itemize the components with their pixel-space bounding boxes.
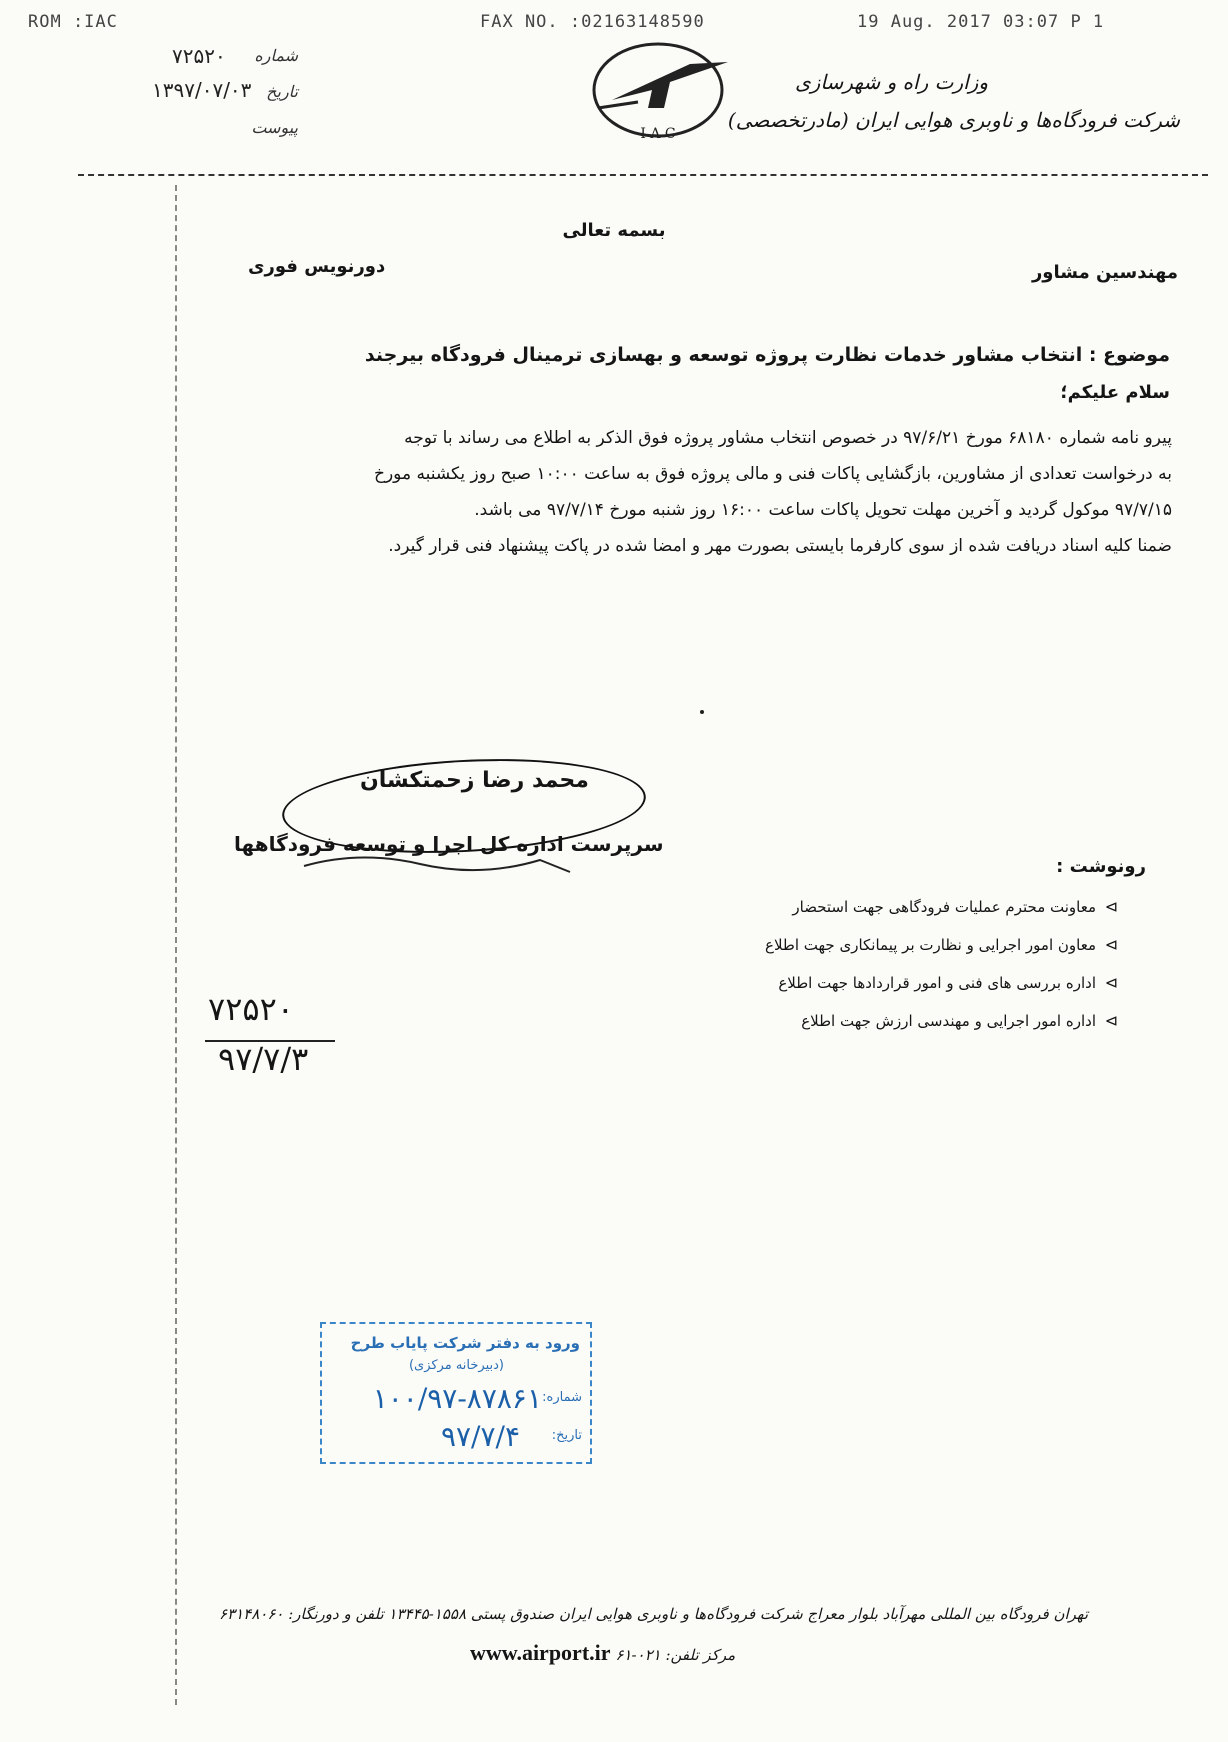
fold-line — [175, 185, 177, 1705]
handwritten-number: ۷۲۵۲۰ — [208, 990, 294, 1028]
footer-address: تهران فرودگاه بین المللی مهرآباد بلوار معراج شرکت فرودگاه‌ها و ناوبری هوایی ایران صندوق پستی ۱۵۵۸-۱۳۴۴۵ تلفن و دورنگار: ۶۳۱۴۸۰۶۰ — [219, 1605, 1088, 1623]
cc-bullet-icon: ⊳ — [1104, 973, 1118, 992]
stamp-number-label: شماره: — [542, 1390, 582, 1405]
cc-item — [765, 966, 1118, 1004]
letter-number: ۷۲۵۲۰ — [172, 44, 226, 68]
letter-number-label: شماره — [254, 46, 298, 65]
cc-item — [765, 1004, 1118, 1042]
letter-date-label: تاریخ — [266, 82, 298, 101]
switchboard: مرکز تلفن: ۰۲۱-۶۱ — [615, 1646, 736, 1664]
letter-date: ۱۳۹۷/۰۷/۰۳ — [152, 78, 252, 102]
signatory-title: سرپرست اداره کل اجرا و توسعه فرودگاهها — [234, 832, 664, 856]
cc-item — [765, 890, 1118, 928]
logo-text: I A C — [640, 126, 676, 142]
header-divider — [78, 174, 1208, 176]
receipt-stamp — [320, 1322, 592, 1464]
iac-logo — [578, 38, 738, 148]
attachment-label: پیوست — [251, 118, 298, 137]
letter-body — [252, 420, 1172, 564]
ministry-name: وزارت راه و شهرسازی — [795, 70, 988, 94]
basmala: بسمه تعالی — [562, 220, 666, 241]
cc-item-text: اداره امور اجرایی و مهندسی ارزش جهت اطلاع — [801, 1012, 1096, 1030]
footer-contact — [470, 1640, 735, 1666]
cc-label: رونوشت : — [1056, 856, 1146, 877]
body-line: پیرو نامه شماره ۶۸۱۸۰ مورخ ۹۷/۶/۲۱ در خصوص انتخاب مشاور پروژه فوق الذکر به اطلاع می رساند با توجه — [404, 428, 1172, 448]
body-line: ۹۷/۷/۱۵ موکول گردید و آخرین مهلت تحویل پاکات ساعت ۱۶:۰۰ روز شنبه مورخ ۹۷/۷/۱۴ می باشد. — [474, 500, 1172, 520]
stamp-number: ۱۰۰/۹۷-۸۷۸۶۱ — [372, 1382, 542, 1415]
stamp-subtitle: (دبیرخانه مرکزی) — [408, 1358, 504, 1373]
letter-subject: موضوع : انتخاب مشاور خدمات نظارت پروژه توسعه و بهسازی ترمینال فرودگاه بیرجند — [364, 344, 1170, 366]
stamp-date-label: تاریخ: — [551, 1428, 582, 1443]
body-line: ضمنا کلیه اسناد دریافت شده از سوی کارفرما بایستی بصورت مهر و امضا شده در پاکت پیشنهاد فنی قرار گیرد. — [388, 536, 1172, 556]
body-line: به درخواست تعدادی از مشاورین، بازگشایی پاکات فنی و مالی پروژه فوق به ساعت ۱۰:۰۰ صبح روز یکشنبه مورخ — [374, 464, 1172, 484]
scan-speck — [700, 710, 704, 714]
signatory-name: محمد رضا زحمتکشان — [360, 768, 589, 793]
handwritten-date: ۹۷/۷/۳ — [218, 1040, 309, 1078]
cc-list — [765, 890, 1118, 1042]
cc-bullet-icon: ⊳ — [1104, 897, 1118, 916]
company-name: شرکت فرودگاه‌ها و ناوبری هوایی ایران (مادرتخصصی) — [727, 108, 1180, 132]
cc-item-text: اداره بررسی های فنی و امور قراردادها جهت اطلاع — [778, 974, 1096, 992]
cc-item-text: معاونت محترم عملیات فرودگاهی جهت استحضار — [792, 898, 1096, 916]
recipient: مهندسین مشاور — [1031, 262, 1178, 283]
stamp-title: ورود به دفتر شرکت پایاب طرح — [350, 1334, 580, 1352]
stamp-date: ۹۷/۷/۴ — [440, 1420, 520, 1453]
signature-scribble — [300, 848, 580, 878]
fax-datetime: 19 Aug. 2017 03:07 P 1 — [857, 12, 1105, 32]
cc-bullet-icon: ⊳ — [1104, 1011, 1118, 1030]
fax-number: FAX NO. :02163148590 — [480, 12, 705, 32]
cc-item-text: معاون امور اجرایی و نظارت بر پیمانکاری جهت اطلاع — [765, 936, 1096, 954]
greeting: سلام علیکم؛ — [1060, 382, 1170, 403]
cc-item — [765, 928, 1118, 966]
fax-from: ROM :IAC — [28, 12, 118, 32]
website-link[interactable]: www.airport.ir — [470, 1640, 611, 1665]
urgency-note: دورنویس فوری — [248, 256, 386, 277]
cc-bullet-icon: ⊳ — [1104, 935, 1118, 954]
